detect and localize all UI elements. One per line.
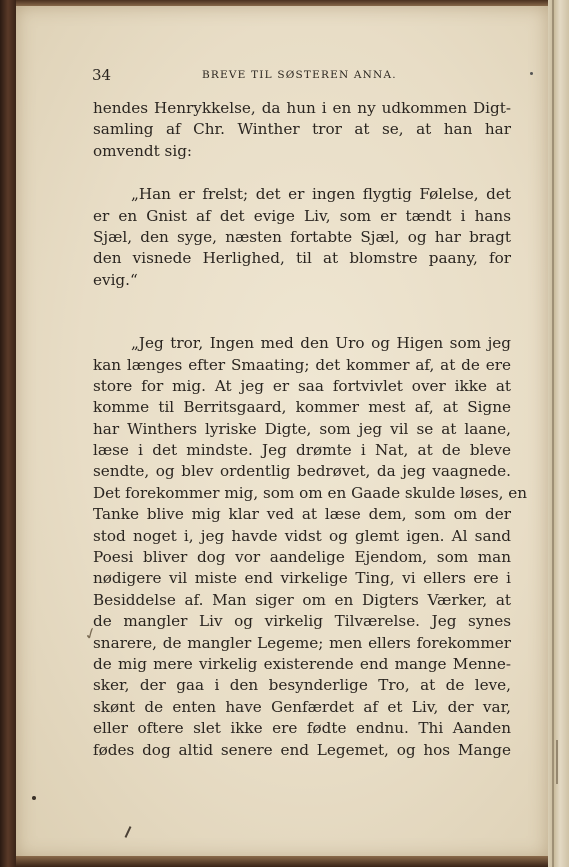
page-header (92, 66, 512, 86)
text-line: stod noget i, jeg havde vidst og glemt igen. Al sand (93, 526, 511, 545)
text-line: de mangler Liv og virkelig Tilværelse. Jeg synes (93, 612, 511, 631)
paragraph-3 (93, 333, 528, 761)
text-line: er en Gnist af det evige Liv, som er tændt i hans (93, 206, 511, 225)
text-line: fødes dog altid senere end Legemet, og hos Mange (93, 740, 511, 759)
body-text (93, 98, 528, 761)
text-line: „Han er frelst; det er ingen flygtig Følelse, det (131, 185, 511, 204)
text-line: Poesi bliver dog vor aandelige Ejendom, som man (93, 548, 511, 567)
paragraph-gap (93, 162, 511, 184)
text-line: Sjæl, den syge, næsten fortabte Sjæl, og har bragt (93, 227, 511, 246)
text-line: snarere, de mangler Legeme; men ellers forekommer (93, 633, 511, 652)
text-line: komme til Berritsgaard, kommer mest af, at Signe (93, 398, 511, 417)
paragraph-gap (93, 291, 511, 333)
text-line: skønt de enten have Genfærdet af et Liv, der var, (93, 697, 511, 716)
running-title: BREVE TIL SØSTEREN ANNA. (202, 69, 397, 81)
text-line: Det forekommer mig, som om en Gaade skulde løses, en (93, 483, 528, 502)
text-line: store for mig. At jeg er saa fortvivlet over ikke at (93, 376, 511, 395)
text-line: kan længes efter Smaating; det kommer af, at de ere (93, 355, 511, 374)
text-line: læse i det mindste. Jeg drømte i Nat, at de bleve (93, 441, 511, 460)
text-line: Tanke blive mig klar ved at læse dem, som om der (93, 505, 511, 524)
speck-mark (530, 72, 533, 75)
text-line: hendes Henrykkelse, da hun i en ny udkommen Digt- (93, 99, 511, 117)
text-line: den visnede Herlighed, til at blomstre paany, for (93, 249, 511, 268)
text-line: „Jeg tror, Ingen med den Uro og Higen som jeg (131, 334, 511, 353)
text-line: har Winthers lyriske Digte, som jeg vil se at laane, (93, 419, 511, 438)
text-line: sendte, og blev ordentlig bedrøvet, da jeg vaagnede. (93, 462, 511, 481)
text-line: samling af Chr. Winther tror at se, at han har (93, 120, 511, 139)
paragraph-1 (93, 98, 511, 162)
text-line: sker, der gaa i den besynderlige Tro, at de leve, (93, 676, 511, 695)
text-line: evig.“ (93, 270, 138, 289)
text-line: Besiddelse af. Man siger om en Digters Værker, at (93, 590, 511, 609)
page-bottom-edge (16, 856, 548, 867)
pencil-check-mark: ✓ (81, 622, 101, 645)
binding-shadow-mark (556, 740, 558, 784)
page-number: 34 (92, 66, 112, 84)
text-line: nødigere vil miste end virkelige Ting, vi ellers ere i (93, 569, 511, 588)
text-line: omvendt sig: (93, 141, 193, 160)
paragraph-2 (93, 184, 511, 291)
text-line: de mig mere virkelig existerende end mange Menne- (93, 654, 511, 673)
text-line: eller oftere slet ikke ere fødte endnu. Thi Aanden (93, 719, 511, 738)
page-right-edge (548, 0, 569, 867)
ink-spot (32, 796, 36, 800)
